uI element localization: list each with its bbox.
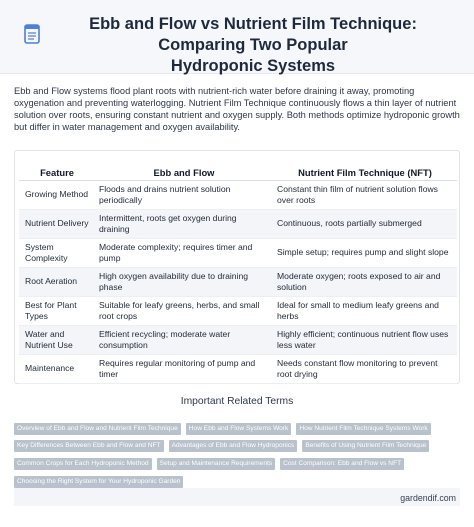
related-term-tag[interactable]: How Nutrient Film Technique Systems Work	[296, 423, 430, 435]
related-term-tag[interactable]: Overview of Ebb and Flow and Nutrient Film Technique	[14, 423, 181, 435]
tag-row	[14, 452, 409, 467]
row-nft-value: Ideal for small to medium leafy greens and herbs	[273, 296, 457, 325]
row-nft-value: Continuous, roots partially submerged	[273, 209, 457, 238]
table-header-row	[19, 165, 457, 180]
comparison-table	[19, 165, 457, 384]
related-term-tag[interactable]: Advantages of Ebb and Flow Hydroponics	[169, 440, 298, 452]
table-row	[19, 209, 457, 238]
row-feature: Best for Plant Types	[19, 296, 95, 325]
row-ebb-flow-value: Efficient recycling; moderate water consumption	[95, 325, 273, 354]
page-header	[0, 0, 474, 74]
title-line-2: Hydroponic Systems	[170, 57, 336, 75]
row-feature: Water and Nutrient Use	[19, 325, 95, 354]
title-line-1: Ebb and Flow vs Nutrient Film Technique: Comparing Two Popular	[89, 15, 417, 54]
row-ebb-flow-value: High oxygen availability due to draining phase	[95, 267, 273, 296]
related-term-tag[interactable]: Benefits of Using Nutrient Film Technique	[302, 440, 429, 452]
row-nft-value: Constant thin film of nutrient solution flows over roots	[273, 180, 457, 209]
table-row	[19, 354, 457, 383]
related-terms-heading: Important Related Terms	[180, 396, 294, 407]
row-feature: System Complexity	[19, 238, 95, 267]
tag-row	[14, 417, 436, 432]
column-header-feature: Feature	[19, 165, 95, 180]
row-feature: Growing Method	[19, 180, 95, 209]
row-feature: Root Aeration	[19, 267, 95, 296]
table-row	[19, 267, 457, 296]
row-nft-value: Simple setup; requires pump and slight slope	[273, 238, 457, 267]
column-header-ebb-flow: Ebb and Flow	[95, 165, 273, 180]
row-ebb-flow-value: Suitable for leafy greens, herbs, and small root crops	[95, 296, 273, 325]
comparison-table-card	[14, 150, 460, 384]
related-term-tag[interactable]: Cost Comparison: Ebb and Flow vs NFT	[280, 458, 404, 470]
tag-row	[14, 434, 434, 449]
related-term-tag[interactable]: Key Differences Between Ebb and Flow and NFT	[14, 440, 164, 452]
intro-paragraph: Ebb and Flow systems flood plant roots with nutrient-rich water before draining it away, promoting oxygenation and preventing waterlogging. Nutrient Film Technique continuously flows a thin layer of nutrient solution over roots, ensuring constant nutrient and oxygen supply. Both methods optimize hydroponic growth but differ in water management and oxygen availability.	[14, 86, 460, 132]
tag-row	[14, 470, 188, 485]
row-ebb-flow-value: Moderate complexity; requires timer and pump	[95, 238, 273, 267]
related-term-tag[interactable]: How Ebb and Flow Systems Work	[186, 423, 292, 435]
table-row	[19, 238, 457, 267]
footer-site-name[interactable]: gardendif.com	[400, 493, 456, 503]
page-title	[48, 14, 458, 77]
related-term-tag[interactable]: Common Crops for Each Hydroponic Method	[14, 458, 152, 470]
table-row	[19, 180, 457, 209]
row-ebb-flow-value: Requires regular monitoring of pump and timer	[95, 354, 273, 383]
footer-bar	[14, 488, 460, 506]
row-nft-value: Highly efficient; continuous nutrient flow uses less water	[273, 325, 457, 354]
document-icon	[24, 24, 40, 44]
row-nft-value: Needs constant flow monitoring to prevent root drying	[273, 354, 457, 383]
table-row	[19, 296, 457, 325]
column-header-nft: Nutrient Film Technique (NFT)	[273, 165, 457, 180]
row-feature: Maintenance	[19, 354, 95, 383]
row-nft-value: Moderate oxygen; roots exposed to air and solution	[273, 267, 457, 296]
row-ebb-flow-value: Intermittent, roots get oxygen during draining	[95, 209, 273, 238]
table-row	[19, 325, 457, 354]
row-ebb-flow-value: Floods and drains nutrient solution periodically	[95, 180, 273, 209]
related-term-tag[interactable]: Choosing the Right System for Your Hydroponic Garden	[14, 476, 183, 488]
related-term-tag[interactable]: Setup and Maintenance Requirements	[157, 458, 276, 470]
row-feature: Nutrient Delivery	[19, 209, 95, 238]
